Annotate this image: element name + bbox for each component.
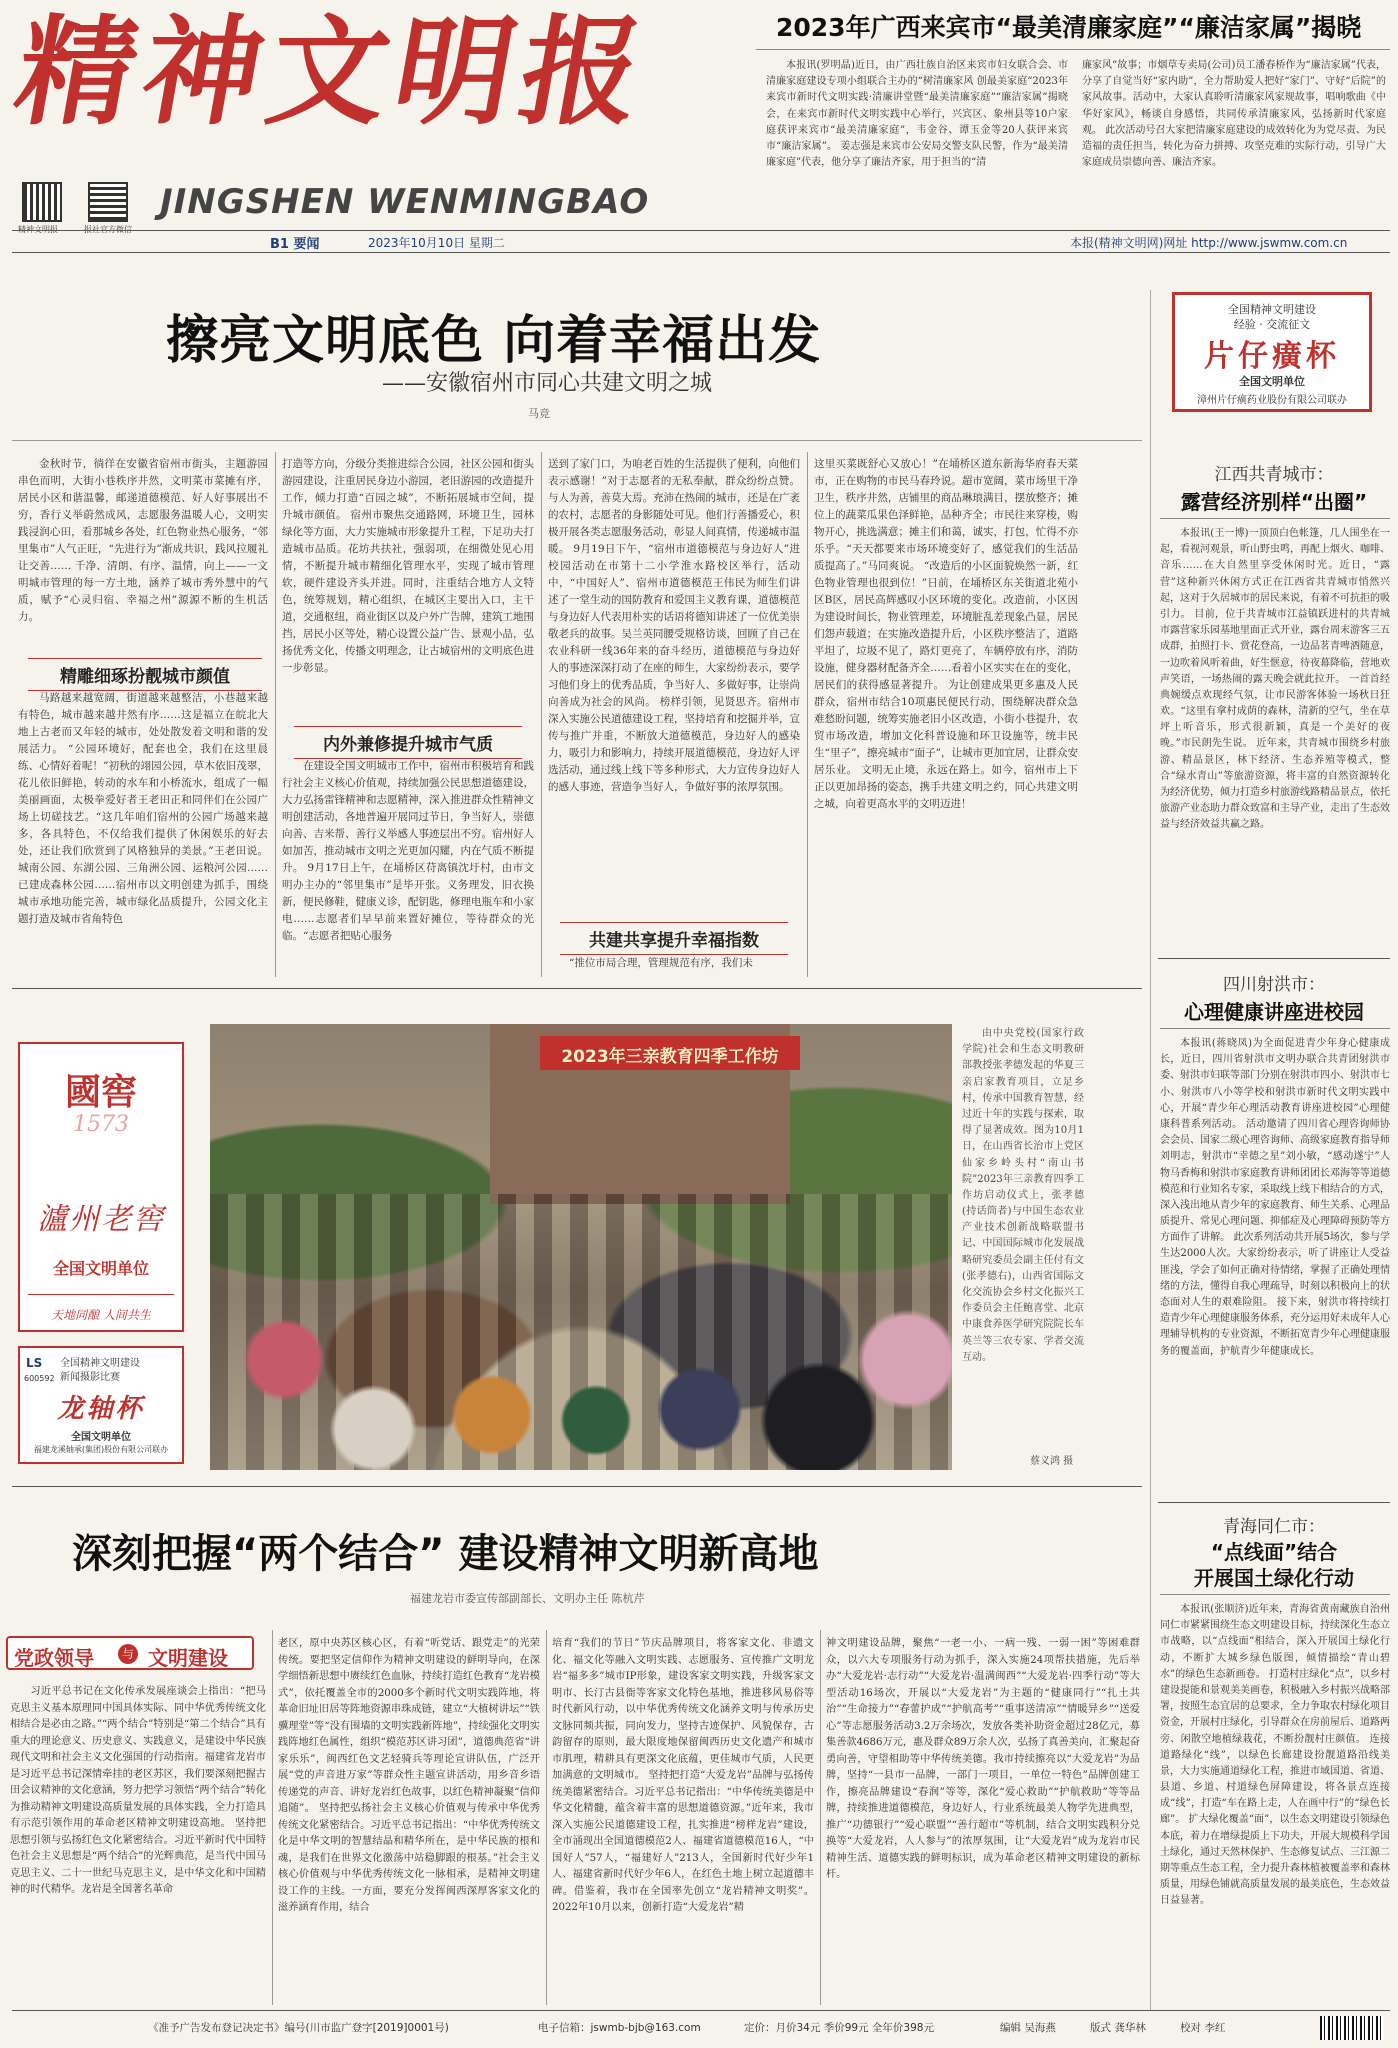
issue-date: 2023年10月10日 星期二 xyxy=(368,236,505,250)
main-subhead-2: 内外兼修提升城市气质 xyxy=(294,726,522,759)
masthead-title: 精神文明报 xyxy=(5,2,661,141)
side2-title: 心理健康讲座进校园 xyxy=(1184,1000,1364,1024)
footer-proof: 校对 李红 xyxy=(1180,2022,1226,2034)
ad-lz-unit: 全国文明单位 xyxy=(71,1432,131,1443)
bottom-headline: 深刻把握“两个结合” 建设精神文明新高地 xyxy=(72,1531,819,1577)
bottom-col4: 神文明建设品牌，聚焦“一老一小、一病一残、一弱一困”等困难群众，以六大专项服务行动为抓手，深入实施24项帮扶措施，先后举办“大爱龙岩·志行动”“大爱龙岩·温满闽西”“大爱龙岩·四季行动”等大型活动16场次，开展以“大爱龙岩”为主题的“健康同行”“扎土共治”“生命接力”“春蕾护成”“护航高考”“重事送清凉”“情暖异乡”“送爱心”等志愿服务活动3.2万余场次，发放各类补助资金超过28亿元，募集善款4686万元，惠及群众89万余人次，弘扬了真善美向，汇聚起奋勇向善，守望相助等中华传统美德。我市持续擦亮以“大爱龙岩”为品牌，坚持“一县市一品牌，一部门一项目，一单位一特色”品牌创建工作，擦亮品牌建设“春润”等等，深化“爱心救助”“护航救助”等等品牌，持续推进道德模范，身边好人，行业系统最美人物学先进典型，推广“功德银行”“爱心联盟”“善行超市”等机制，结合文明实践积分兑换等“大爱龙岩，人人参与”的浓厚氛围，让“大爱龙岩”成为龙岩市民精神生活、道德实践的鲜明标识，成为革命老区精神文明建设的新标杆。 xyxy=(826,1638,1140,1881)
footer-editor: 编辑 吴海燕 xyxy=(1000,2022,1056,2034)
photo-credit: 蔡义鸿 摄 xyxy=(1030,1456,1074,1467)
top-article-col1: 本报讯(罗明晶)近日，由广西壮族自治区来宾市妇女联合会、市清廉家庭建设专项小组联合主办的“树清廉家风 创最美家庭”2023年来宾市新时代文明实践·清廉讲堂暨“最美清廉家庭”“廉洁家属”揭晓会，在来宾市新时代文明实践中心举行，兴宾区、象州县等10户家庭获评来宾市“最美清廉家庭”，韦金谷、谭玉金等20人获评来宾市“廉洁家属”。 姜志强是来宾市公安局交警支队民警，作为“最美清廉家庭”代表，他分享了廉洁齐家，用于担当的“清 xyxy=(766,60,1068,169)
main-col4: 这里买菜既舒心又放心！”在埇桥区道东新海华府春天菜市，正在购物的市民马春玲说。超市宽阔，菜市场里干净卫生，秩序井然，店铺里的商品琳琅满目，摆放整齐；摊位上的蔬菜瓜果色泽鲜艳，品种齐全；市民往来穿梭，购物开心，挑选满意；摊主们和蔼，诚实，打包，忙得不亦乐乎。“天天都要来市场环境变好了，感觉我们的生活品质提高了。”马同爽说。 “改造后的小区面貌焕然一新，红色物业管理也很到位！”日前，在埇桥区东关街道北苑小区B区，居民高辉感叹小区环境的变化。改造前，小区因为建设时间长，物业管理差，环境脏乱差现象凸显，居民们怨声载道；在实施改造提升后，小区秩序整洁了，道路平坦了，垃圾不见了，路灯更亮了，车辆停放有序，消防设施，健身器材配备齐全……看着小区实实在在的变化，居民们的获得感显著提升。 为让创建成果更多惠及人民群众，宿州市结合10项惠民便民行动，围绕解决群众急难愁盼问题，统筹实施老旧小区改造，小街小巷提升，农贸市场改造，增加文化科普设施和环卫设施等，统丰民生“里子”，擦亮城市“面子”，让城市更加宜居，让群众安居乐业。 文明无止境，永远在路上。如今，宿州市上下正以更加昂扬的姿态，携手共建文明之约，同心共建文明之城，向着更高水平的文明迈进！ xyxy=(814,458,1078,810)
main-col3-tail: “推位市局合理，管理规范有序，我们未 xyxy=(569,957,753,969)
side3-body: 本报讯(张顺济)近年来，青海省黄南藏族自治州同仁市紧紧围绕生态文明建设目标，持续深化生态立市战略，以“点线面”相结合，深入开展国土绿化行动，不断扩大城乡绿色版图，倾情描绘“青山碧水”的绿色生态新画卷。 打造村庄绿化“点”，以乡村建设提能和景观美美画卷，积极融入乡村振兴战略部署，按照生态宜居的总要求，全力争取农村绿化项目资金，开展村庄绿化，引导群众在房前屋后、道路两旁、闲散空地植绿栽花，不断扮靓村庄颜值。 连接道路绿化“线”，以绿色长廊建设扮靓道路沿线美景，大力实施通道绿化工程，推进市域国道、省道、县道、乡道、村道绿色屏障建设，将各景点连接成“线”，打造“车在路上走，人在画中行”的“绿色长廊”。 扩大绿化覆盖“面”，以生态文明建设引领绿色本底，着力在增绿提质上下功夫，开展大规模科学国土绿化，通过天然林保护、生态修复试点、三江源二期等重点生态工程，全力提升森林植被覆盖率和森林质量，用绿色铺就高质量发展的最美底色，生态效益日益显著。 xyxy=(1160,1604,1390,1907)
main-col3: 送到了家门口，为咱老百姓的生活提供了便利，向他们表示感谢！”对于志愿者的无私奉献，群众纷纷点赞。 与人为善，善莫大焉。充沛在热闹的城市，还是在广袤的农村，志愿者的身影随处可见。他们行善播爱心，积极开展各类志愿服务活动，彰显人间真情，传递城市温暖。 9月19日下午，“宿州市道德模范与身边好人”进校园活动在市第十二小学淮水路校区举行，活动中，“中国好人”、宿州市道德模范王伟民为师生们讲述了一堂生动的国防教育和爱国主义教育课，道德模范与身边好人代表用朴实的话语将德知讲述了一位优美崇敬老兵的故事。吴兰英同腰受规格访谈，回顾了自己在农业科研一线36年来的奋斗经历，道德模范与身边好人的事迹深深打动了在座的师生，大家纷纷表示，要学习他们身上的优秀品质，争当好人、多做好事，让崇尚向善成为社会的风尚。 榜样引领，见贤思齐。宿州市深入实施公民道德建设工程，坚持培育和挖掘并举，宣传与推广并重，不断放大道德模范，身边好人的感染力，吸引力和影响力，持续开展道德模范，身边好人评选活动，通过线上线下等多种形式，大力宣传身边好人的感人事迹，营造争当好人，争做好事的浓厚氛围。 xyxy=(548,458,800,793)
column-tag-and: 与 xyxy=(118,1644,138,1664)
ad-lz-logo: LS xyxy=(26,1356,43,1370)
bottom-col2: 老区，原中央苏区核心区，有着“听党话、跟党走”的光荣传统。要把坚定信仰作为精神文明建设的鲜明导向，在深学细悟新思想中赓续红色血脉，持续打造红色教育“龙岩模式”，依托覆盖全市的2000多个新时代文明实践阵地，将革命旧址旧居等阵地资源串珠成链，建立“大植树讲坛”“铁骥理堂”等“没有围墙的文明实践新阵地”，持续强化文明实践阵地红色属性，组织“模范苏区讲习团”，道德典范省“讲家乐乐”，闽西红色文艺轻骑兵等理论宣讲队伍，广泛开展“党的声音进万家”等群众性主题宣讲活动，用乡音乡语传递党的声音、讲好龙岩红色故事，以红色精神凝聚“信仰追随”。 坚持把弘扬社会主义核心价值观与传承中华优秀传统文化紧密结合。习近平总书记指出：“中华优秀传统文化是中华文明的智慧结晶和精华所在，是中华民族的根和魂，是我们在世界文化激荡中站稳脚跟的根基。”社会主义核心价值观与中华优秀传统文化一脉相承，是精神文明建设工作的主线。一方面，要充分发挥闽西深厚客家文化的滋养涵育作用，结合 xyxy=(278,1638,540,1914)
website[interactable]: 本报(精神文明网)网址 http://www.jswmw.com.cn xyxy=(1070,236,1348,250)
masthead xyxy=(0,0,770,234)
ad-guojiao-unit: 全国文明单位 xyxy=(52,1259,149,1278)
footer-barcode xyxy=(1320,2016,1384,2040)
main-col1-body: 马路越来越宽阔，街道越来越整洁，小巷越来越有特色，城市越来越井然有序……这是福立在皖北大地上古老而又年轻的城市，处处散发着文明和谐的发展活力。 “公园环境好，配套也全，我们在这里晨练、心情好着呢！”初秋的翊园公园，草木依旧茂翠，花儿依旧鲜艳，转动的水车和小桥流水，组成了一幅美丽画面，太极拳爱好者王老田正和同伴们在公园广场上切磋技艺。“这几年咱们宿州的公园广场越来越多，各具特色，不仅给我们提供了休闲娱乐的好去处，还让我们欣赏到了风格独异的美景。”王老田说。 城南公园、东湖公园、三角洲公园、运粮河公园……已建成森林公园……宿州市以文明创建为抓手，围绕城市承地功能完善，城市绿化品质提升，公园文化主题打造及城市省角特色 xyxy=(18,692,268,925)
footer xyxy=(0,2014,1398,2044)
ad-guojiao-product: 瀘州老窖 xyxy=(37,1202,165,1237)
qr-caption-1: 精神文明报 xyxy=(18,225,58,234)
ad-pzh-line2: 经验 · 交流征文 xyxy=(1233,318,1311,331)
ad-pzh-company: 漳州片仔癀药业股份有限公司联办 xyxy=(1197,395,1347,406)
column-tag xyxy=(6,1636,254,1670)
main-byline: 马竞 xyxy=(528,407,550,420)
masthead-pinyin: JINGSHEN WENMINGBAO xyxy=(160,182,650,222)
top-article-col2: 廉家风”故事；市烟草专卖局(公司)员工潘春桥作为“廉洁家属”代表，分享了自觉当好“家内助”，全力帮助爱人把好“家门”、守好“后院”的家风故事。活动中，大家认真聆听清廉家风家规故事，唱响歌曲《中华好家风》，畅谈自身感悟，共同传承清廉家风，弘扬新时代家庭观。 此次活动号召大家把清廉家庭建设的成效转化为为党尽责、为民造福的责任担当，转化为奋力拼搏、攻坚克难的实际行动，引导广大家庭成员崇德向善、廉洁齐家。 xyxy=(1082,60,1386,169)
ad-pzh-unit: 全国文明单位 xyxy=(1239,375,1305,388)
column-tag-left: 党政领导 xyxy=(14,1646,94,1670)
side2-city: 四川射洪市： xyxy=(1223,975,1325,995)
side1-body: 本报讯(王一博)一顶顶白色帐篷，几人围坐在一起，看视河观景，听山野虫鸣，再配上烟火、咖啡、音乐……在大自然里享受休闲时光。近日，“露营”这种新兴休闲方式正在江西省共青城市悄然兴起，这对于久居城市的居民来说，有着不可抗拒的吸引力。 目前，位于共青城市江益镇跃进村的共青城市露营家乐园基地里面正式开业，露台周末游客三五成群，拍照打卡、赏花登高，一边品茗青啤酒随意，一边吹着风听着曲，好生惬意，待夜幕降临，营地欢声笑语，一场热闹的露天晚会就此拉开。 一首首经典婉缓点欢现经气氛，让市民游客体验一场秋日狂欢。“这里有拿村成荫的森林，清新的空气，坐在草坪上听音乐，形式很新颖，真是一个美好的夜晚。”市民朗先生说。 近年来，共青城市围绕乡村旅游、精品景区，林下经济、生态养殖等模式，整合“绿水青山”等旅游资源，将丰富的自然资源转化为经济优势，倾力打造乡村旅游线路精品景点，依托旅游产业态助力群众致富和主导产业，走出了生态效益与经济效益共赢之路。 xyxy=(1160,528,1390,831)
side3-city: 青海同仁市： xyxy=(1223,1517,1325,1537)
qr-code-1 xyxy=(22,182,62,222)
side3-title-2: 开展国土绿化行动 xyxy=(1194,1566,1354,1590)
main-col2-body: 在建设全国文明城市工作中，宿州市积极培育和践行社会主义核心价值观，持续加强公民思想道德建设，大力弘扬雷锋精神和志愿精神，深入推进群众性精神文明创建活动，各地普遍开展同过节日，争当好人，崇德向善、吉米帮、善行义举感人事迹层出不穷。宿州好人如加苦，推动城市文明之光更加闪耀，内在气质不断提升。 9月17日上午，在埇桥区苻离镇沈圩村，由市文明办主办的“邻里集市”是毕开张。义务理发，旧衣换新，便民修鞋，健康义诊，配钥匙，修理电瓶车和小家电……志愿者们早早前来置好摊位，等待群众的光临。“志愿者把贴心服务 xyxy=(282,760,534,942)
ad-lz-code: 600592 xyxy=(24,1374,55,1383)
qr-code-2 xyxy=(88,182,128,222)
qr-caption-2: 报社官方微信 xyxy=(84,225,132,234)
bottom-byline: 福建龙岩市委宣传部副部长、文明办主任 陈杭芹 xyxy=(410,1592,645,1605)
bottom-col3: 培育“我们的节日”节庆品牌项目，将客家文化、非遗文化、福文化等融入文明实践、志愿服务、宣传推广文明龙岩“福多多”城市IP形象，建设客家文明实践，升级客家文明市、长汀古县衙等客家文化特色基地，推进移风易俗等时代新风行动，以中华优秀传统文化涵养文明与传承历史文脉同频共振，同向发力，坚持古迹保护、风貌保存，古韵留存的原则，最大限度地保留闽西历史文化遗产和城市市肌理，精耕具有更深文化底蕴，更佳城市气质，人民更加满意的文明城市。 坚持把打造“大爱龙岩”品牌与弘扬传统美德紧密结合。习近平总书记指出：“中华传统美德是中华文化精髓，蕴含着丰富的思想道德资源。”近年来，我市深入实施公民道德建设工程，扎实推进“榜样龙岩”建设，全市涌现出全国道德模范2人、福建省道德模范16人，“中国好人”57人，“福建好人”213人，全国新时代好少年1人、福建省新时代好少年6人，在红色土地上树立起道德丰碑。借鉴着，我市在全国率先创立“龙岩精神文明奖”。2022年10月以来，创新打造“大爱龙岩”精 xyxy=(552,1638,814,1914)
side1-city: 江西共青城市： xyxy=(1214,465,1334,485)
top-article-headline: 2023年广西来宾市“最美清廉家庭”“廉洁家属”揭晓 xyxy=(776,13,1362,42)
footer-email[interactable]: 电子信箱：jswmb-bjb@163.com xyxy=(538,2022,701,2034)
top-article xyxy=(756,2,1390,226)
news-photo xyxy=(210,1024,952,1470)
main-subhead-3: 共建共享提升幸福指数 xyxy=(560,922,788,955)
side1-title: 露营经济别样“出圈” xyxy=(1180,490,1368,514)
ad-lz-company: 福建龙溪轴承(集团)股份有限公司联办 xyxy=(33,1445,169,1454)
footer-license: 《准予广告发布登记决定书》编号(川市监广登字[2019]0001号) xyxy=(148,2022,449,2034)
ad-pianzaihuang[interactable] xyxy=(1172,292,1372,412)
photo-crowd xyxy=(210,1194,952,1470)
bottom-col1: 习近平总书记在文化传承发展座谈会上指出：“把马克思主义基本原理同中国具体实际、同中华优秀传统文化相结合是必由之路。”“两个结合”特别是“第二个结合”具有重大的理论意义、历史意义、实践意义，是建设中华民族现代文明和社会主义文化强国的行动指南。福建省龙岩市是习近平总书记深情牵挂的老区苏区，我们要深刻把握古田会议精神的文化意涵，努力把学习领悟“两个结合”转化为推动精神文明建设高质量发展的具体实践，全力打造具有示范引领作用的革命老区精神文明建设高地。 坚持把思想引领与弘扬红色文化紧密结合。习近平新时代中国特色社会主义思想是“两个结合”的光辉典范，是当代中国马克思主义、二十一世纪马克思主义，是中华文化和中国精神的时代精华。龙岩是全国著名革命 xyxy=(10,1686,266,1896)
ad-guojiao-year: 1573 xyxy=(73,1112,129,1137)
side3-title-1: “点线面”结合 xyxy=(1210,1540,1338,1564)
column-tag-right: 文明建设 xyxy=(148,1646,228,1670)
ad-longzhou[interactable] xyxy=(18,1346,184,1464)
main-col1-intro: 金秋时节，徜徉在安徽省宿州市街头，主题游园串色而明，大街小巷秩序井然，文明菜市菜摊有序，居民小区和谐温馨，邮递道德模范、好人好事展出不穷，香行义举蔚然成风，志愿服务温暖人心，文明实践浸润心田，看那城乡各处，红色物业热心服务，“邻里集市”人气正旺，“先进行为”渐成共识，践风拉履礼让交善…… 千净、清朗、有序、温情，向上——一文明城市管理的每一方土地，涵养了城市秀外慧中的气质，赋予“心灵归宿、幸福之州”源源不断的生机活力。 xyxy=(18,458,268,623)
ad-lz-line1: 全国精神文明建设 xyxy=(60,1358,140,1369)
ad-guojiao[interactable] xyxy=(18,1042,184,1332)
footer-price: 定价：月价34元 季价99元 全年价398元 xyxy=(744,2022,934,2034)
ad-lz-line2: 新闻摄影比赛 xyxy=(60,1372,120,1383)
main-col2: 打造等方向，分级分类推进综合公园，社区公园和街头游园建设，注重居民身边小游园，老旧游园的改造提升工作，倾力打造“百园之城”，不断拓展城市空间，提升城市颜值。 宿州市聚焦交通路网，环境卫生，园林绿化等方面，大力实施城市形象提升工程，下足功夫打造城市品质。花坊共扶社，强弱项，在细微处见心用情，不断提升城市精细化管理水平，实现了城市管理软，硬件建设齐头并进。同时，注重结合地方人文特色，统筹规划，精心组织，在城区主要出入口，主干道，交通枢纽，商业街区以及户外广告牌，建筑工地围挡，居民小区等处，精心设置公益广告、景观小品，弘扬优秀文化，传播文明理念，让古城宿州的文明底色进一步彰显。 xyxy=(282,458,534,674)
ad-guojiao-slogan: 天地同酿 人间共生 xyxy=(51,1308,151,1322)
photo-banner-text: 2023年三亲教育四季工作坊 xyxy=(561,1047,779,1067)
ad-pzh-line1: 全国精神文明建设 xyxy=(1228,303,1316,316)
main-headline: 擦亮文明底色 向着幸福出发 xyxy=(166,311,822,371)
ad-guojiao-brand: 國窖 xyxy=(64,1071,137,1113)
page-label: B1 要闻 xyxy=(270,237,320,252)
side2-body: 本报讯(蒋晓凤)为全面促进青少年身心健康成长，近日，四川省射洪市文明办联合共青团射洪市委、射洪市妇联等部门分别在射洪市四小、射洪市七小、射洪市八小等学校和射洪市新时代文明实践中心，开展“青少年心理活动教育讲座进校园”心理健康科普系列活动。 活动邀请了四川省心理咨询师协会会员、国家二级心理咨询师、高级家庭教育指导师刘明志，射洪市“幸德之星”刘小敏，“感动遂宁”人物马香梅和射洪市家庭教育讲师团团长邓海等等道德模范和行业知名专家，采取线上线下相结合的方式，深入浅出地从青少年的家庭教育、师生关系、心理品质提升、常见心理问题、抑郁症及心理障碍预防等方方面作了讲解。 此次系列活动共开展5场次，参与学生达2000人次。大家纷纷表示，听了讲座让人受益匪浅，学会了如何正确对待情绪，掌握了正确处理情绪的方法，懂得自我心理疏导，时刻以积极向上的状态面对人生的艰难险阻。 接下来，射洪市将持续打造青少年心理健康服务体系，充分运用好未成年人心理辅导机构的专业资源，不断拓宽青少年心理健康服务的覆盖面，护航青少年健康成长。 xyxy=(1160,1038,1390,1357)
ad-pzh-product: 片仔癀杯 xyxy=(1204,339,1340,374)
photo-caption: 由中央党校(国家行政学院)社会和生态文明教研部教授张孝德发起的华夏三亲启家教育项目，立足乡村，传承中国教育智慧，经过近十年的实践与探索，取得了显著成效。图为10月1日，在山西省长治市上党区仙家乡岭头村“南山书院”2023年三亲教育四季工作坊启动仪式上，张孝德(持话筒者)与中国生态农业产业技术创新战略联盟书记、中国国际城市化发展战略研究委员会副主任付有文(张孝德右)，山西省国际文化交流协会乡村文化振兴工作委员会主任鲍喜堂、北京中康食养医学研究院院长车英兰等三农专家、学者交流互动。 xyxy=(962,1028,1084,1363)
ad-lz-product: 龙轴杯 xyxy=(57,1394,145,1424)
photo-banner xyxy=(540,1036,800,1070)
main-subheadline: ——安徽宿州市同心共建文明之城 xyxy=(382,371,713,396)
footer-layout: 版式 龚华林 xyxy=(1090,2022,1146,2034)
ad-guojiao-divider xyxy=(28,1294,174,1295)
main-subhead-1: 精雕细琢扮靓城市颜值 xyxy=(28,658,262,691)
